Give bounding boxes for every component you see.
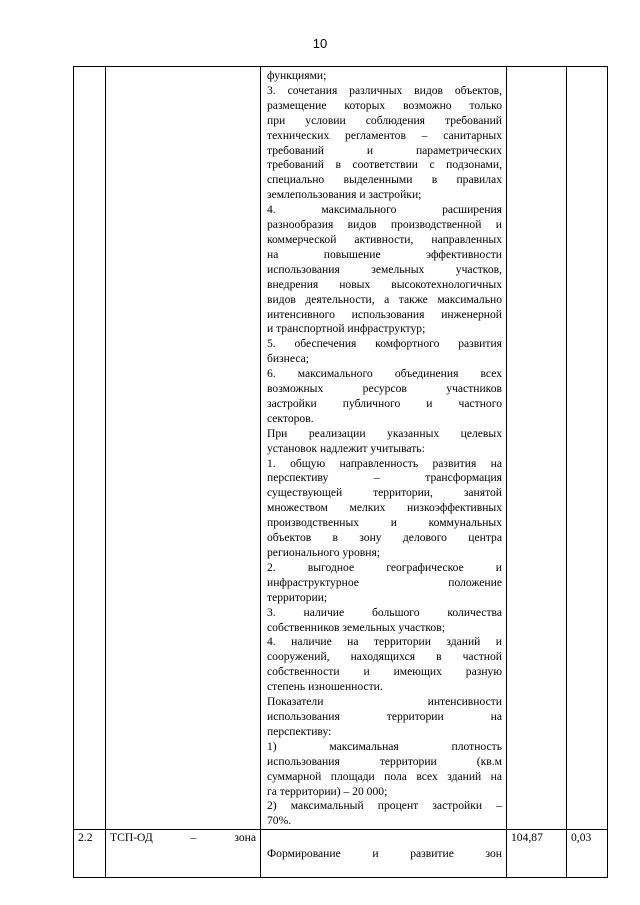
table-row-2-2 — [74, 830, 608, 878]
description-line: застройки публичного и частного — [267, 396, 502, 410]
zone-code-name: ТСП-ОД — [110, 831, 153, 845]
description-line: существующей территории, занятой — [267, 486, 502, 500]
description-line: 1. общую направленность развития на — [267, 456, 502, 470]
description-line: При реализации указанных целевых — [267, 426, 502, 440]
description-line: секторов. — [267, 411, 314, 425]
description-line: коммерческой активности, направленных — [267, 232, 502, 246]
description-line: использования территории (кв.м — [267, 754, 502, 768]
description-line: и транспортной инфраструктур; — [267, 322, 426, 336]
description-line: суммарной площади пола всех зданий на — [267, 769, 502, 783]
description-line: бизнеса; — [267, 352, 309, 366]
description-line: размещение которых возможно только — [267, 98, 502, 112]
cell-description — [261, 67, 507, 830]
description-2-2: Формирование и развитие зон — [267, 847, 502, 861]
cell-row-number — [74, 830, 106, 878]
description-line: 1) максимальная плотность — [267, 739, 502, 753]
area-value: 104,87 — [511, 831, 543, 845]
zone-code-dash: – — [190, 831, 197, 845]
description-text — [261, 67, 506, 829]
cell-description-2-2 — [261, 830, 507, 878]
share-value: 0,03 — [571, 831, 592, 845]
description-line: множеством мелких низкоэффективных — [267, 501, 502, 515]
zoning-table — [73, 66, 608, 878]
description-line: Показатели интенсивности — [267, 695, 502, 709]
description-line: землепользования и застройки; — [267, 188, 422, 202]
page-number: 10 — [312, 36, 328, 51]
description-line: 2) максимальный процент застройки – — [267, 799, 502, 813]
description-line: при условии соблюдения требований — [267, 113, 502, 127]
description-line: 70%. — [267, 814, 292, 828]
cell-share — [567, 830, 608, 878]
cell-area-empty — [507, 67, 567, 830]
description-line: интенсивного использования инженерной — [267, 307, 502, 321]
description-line: использования территории на — [267, 709, 502, 723]
description-line: производственных и коммунальных — [267, 516, 502, 530]
cell-area — [507, 830, 567, 878]
description-line: собственников земельных участков; — [267, 620, 445, 634]
cell-zone-code — [106, 830, 261, 878]
description-line: инфраструктурное положение — [267, 575, 502, 589]
cell-share-empty — [567, 67, 608, 830]
description-line: разнообразия видов производственной и — [267, 218, 502, 232]
description-line: 6. максимального объединения всех — [267, 367, 502, 381]
description-line: на повышение эффективности — [267, 247, 502, 261]
description-line: возможных ресурсов участников — [267, 382, 502, 396]
description-line: собственности и имеющих разную — [267, 665, 502, 679]
description-line: га территории) – 20 000; — [267, 784, 388, 798]
cell-zone-empty — [106, 67, 261, 830]
description-line: степень изношенности. — [267, 680, 383, 694]
description-line: специально выделенными в правилах — [267, 173, 502, 187]
description-line: технических регламентов – санитарных — [267, 128, 502, 142]
description-line: установок надлежит учитывать: — [267, 441, 425, 455]
description-line: использования земельных участков, — [267, 262, 502, 276]
row-number: 2.2 — [78, 831, 93, 845]
cell-number-empty — [74, 67, 106, 830]
description-line: требований и параметрических — [267, 143, 502, 157]
description-line: 2. выгодное географическое и — [267, 560, 502, 574]
description-line: требований в соответствии с подзонами, — [267, 158, 502, 172]
description-line: объектов в зону делового центра — [267, 531, 502, 545]
description-line: регионального уровня; — [267, 546, 381, 559]
description-line: сооружений, находящихся в частной — [267, 650, 502, 664]
zone-code — [106, 830, 260, 846]
description-line: функциями; — [267, 69, 327, 82]
description-line: 3. наличие большого количества — [267, 605, 502, 619]
description-line: 4. максимального расширения — [267, 203, 502, 217]
description-line: 4. наличие на территории зданий и — [267, 635, 502, 649]
description-line: территории; — [267, 590, 328, 604]
table-row-continuation — [74, 67, 608, 830]
description-line: видов деятельности, а также максимально — [267, 292, 502, 306]
description-line: перспективу: — [267, 724, 332, 738]
description-line: 3. сочетания различных видов объектов, — [267, 83, 502, 97]
zone-code-word: зона — [234, 831, 256, 845]
description-line: перспективу – трансформация — [267, 471, 502, 485]
description-line: внедрения новых высокотехнологичных — [267, 277, 502, 291]
description-line: 5. обеспечения комфортного развития — [267, 337, 502, 351]
